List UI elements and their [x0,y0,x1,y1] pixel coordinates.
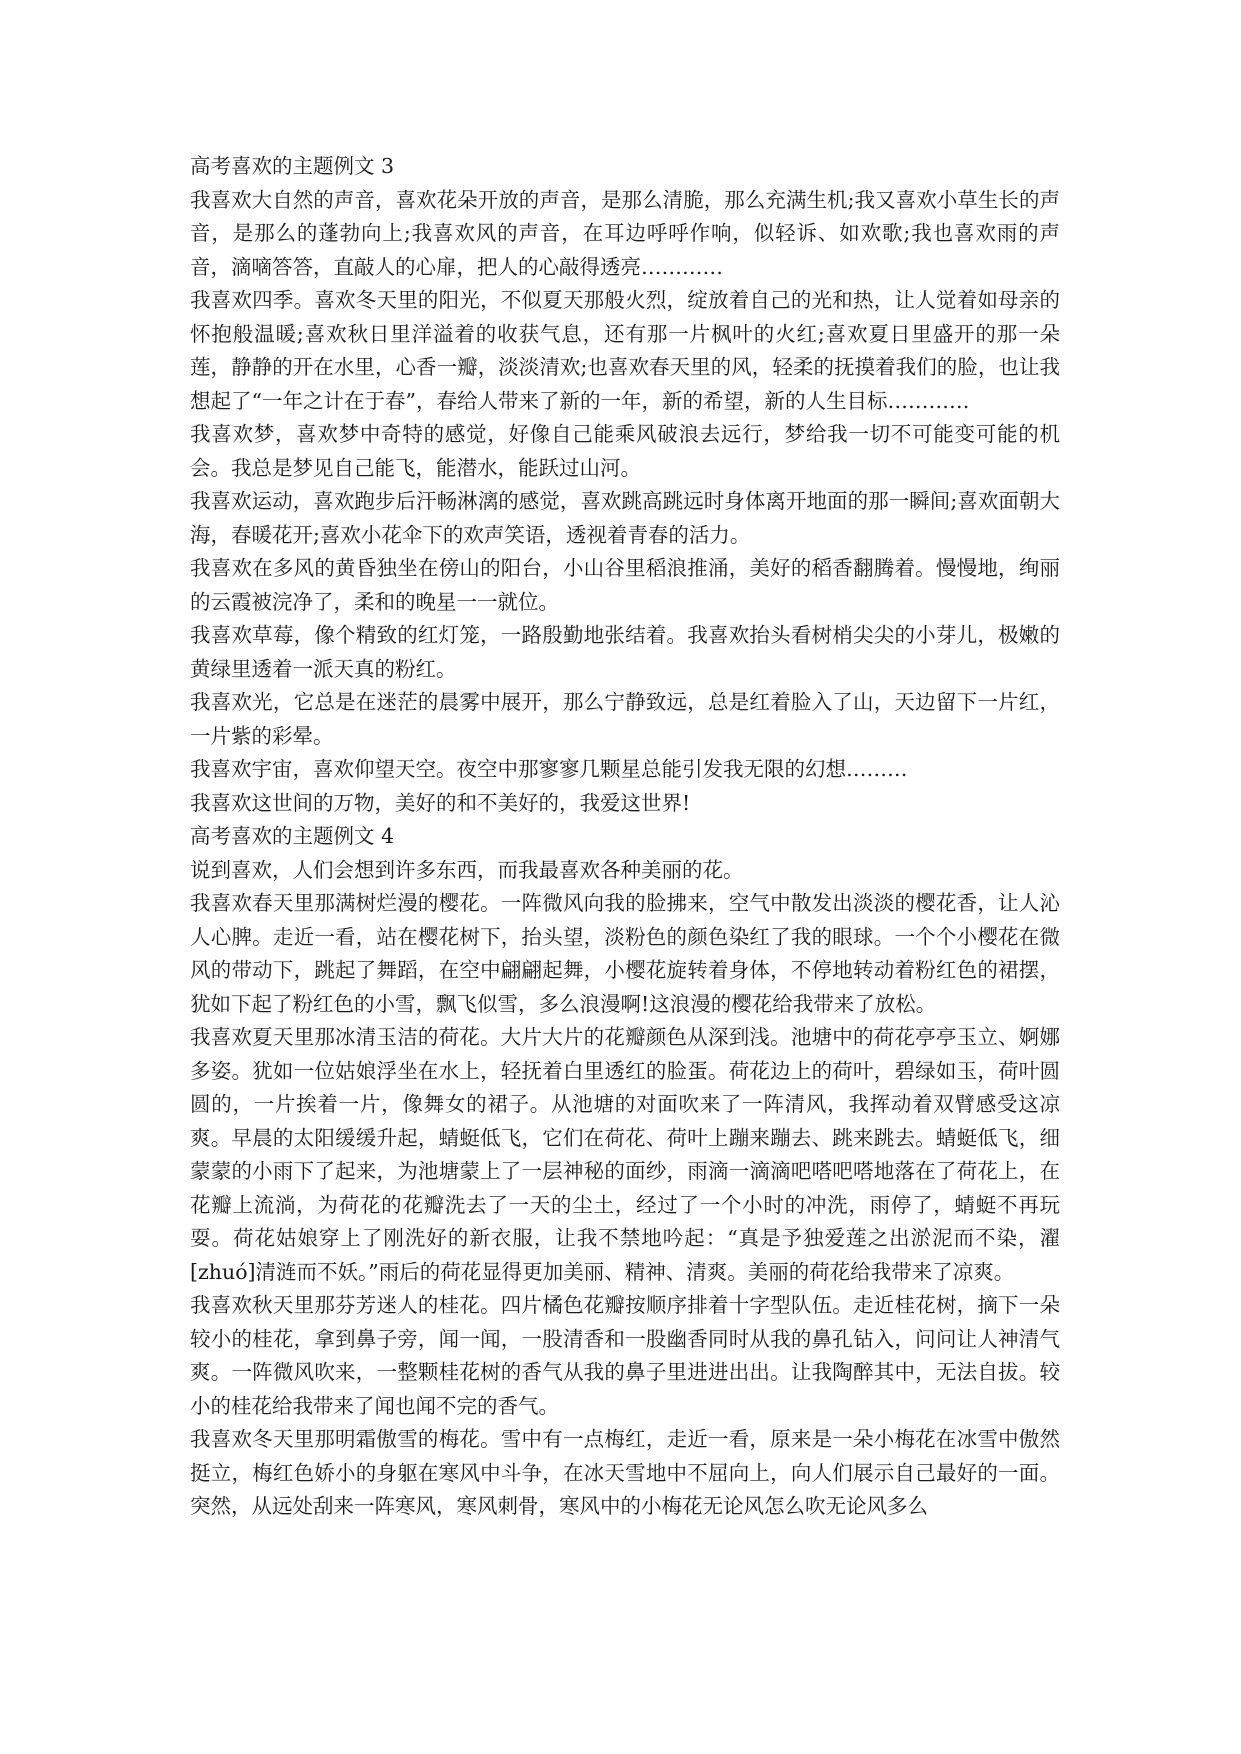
paragraph: 我喜欢光，它总是在迷茫的晨雾中展开，那么宁静致远，总是红着脸入了山，天边留下一片红，一片紫的彩晕。 [190,690,1060,748]
paragraph: 我喜欢冬天里那明霜傲雪的梅花。雪中有一点梅红，走近一看，原来是一朵小梅花在冰雪中傲然挺立，梅红色娇小的身躯在寒风中斗争，在冰天雪地中不屈向上，向人们展示自己最好的一面。突然，从远处刮来一阵寒风，寒风刺骨，寒风中的小梅花无论风怎么吹无论风多么 [190,1427,1060,1518]
document-body [190,150,1060,1524]
paragraph: 我喜欢春天里那满树烂漫的樱花。一阵微风向我的脸拂来，空气中散发出淡淡的樱花香，让人沁人心脾。走近一看，站在樱花树下，抬头望，淡粉色的颜色染红了我的眼球。一个个小樱花在微风的带动下，跳起了舞蹈，在空中翩翩起舞，小樱花旋转着身体，不停地转动着粉红色的裙摆，犹如下起了粉红色的小雪，飘飞似雪，多么浪漫啊!这浪漫的樱花给我带来了放松。 [190,891,1060,1016]
paragraph: 我喜欢运动，喜欢跑步后汗畅淋漓的感觉，喜欢跳高跳远时身体离开地面的那一瞬间;喜欢面朝大海，春暖花开;喜欢小花伞下的欢声笑语，透视着青春的活力。 [190,489,1060,547]
section-heading: 高考喜欢的主题例文 4 [190,824,395,848]
paragraph: 我喜欢梦，喜欢梦中奇特的感觉，好像自己能乘风破浪去远行，梦给我一切不可能变可能的机会。我总是梦见自己能飞，能潜水，能跃过山河。 [190,422,1060,480]
paragraph: 我喜欢草莓，像个精致的红灯笼，一路殷勤地张结着。我喜欢抬头看树梢尖尖的小芽儿，极嫩的黄绿里透着一派天真的粉红。 [190,623,1060,681]
paragraph: 我喜欢秋天里那芬芳迷人的桂花。四片橘色花瓣按顺序排着十字型队伍。走近桂花树，摘下一朵较小的桂花，拿到鼻子旁，闻一闻，一股清香和一股幽香同时从我的鼻孔钻入，问问让人神清气爽。一阵微风吹来，一整颗桂花树的香气从我的鼻子里进进出出。让我陶醉其中，无法自拔。较小的桂花给我带来了闻也闻不完的香气。 [190,1293,1060,1418]
paragraph: 我喜欢宇宙，喜欢仰望天空。夜空中那寥寥几颗星总能引发我无限的幻想……… [190,757,908,781]
paragraph: 我喜欢夏天里那冰清玉洁的荷花。大片大片的花瓣颜色从深到浅。池塘中的荷花亭亭玉立、婀娜多姿。犹如一位姑娘浮坐在水上，轻抚着白里透红的脸蛋。荷花边上的荷叶，碧绿如玉，荷叶圆圆的，一片挨着一片，像舞女的裙子。从池塘的对面吹来了一阵清风，我挥动着双臂感受这凉爽。早晨的太阳缓缓升起，蜻蜓低飞，它们在荷花、荷叶上蹦来蹦去、跳来跳去。蜻蜓低飞，细蒙蒙的小雨下了起来，为池塘蒙上了一层神秘的面纱，雨滴一滴滴吧嗒吧嗒地落在了荷花上，在花瓣上流淌，为荷花的花瓣洗去了一天的尘土，经过了一个小时的冲洗，雨停了，蜻蜓不再玩耍。荷花姑娘穿上了刚洗好的新衣服，让我不禁地吟起：“真是予独爱莲之出淤泥而不染，濯[zhuó]清涟而不妖。”雨后的荷花显得更加美丽、精神、清爽。美丽的荷花给我带来了凉爽。 [190,1025,1060,1284]
paragraph: 我喜欢大自然的声音，喜欢花朵开放的声音，是那么清脆，那么充满生机;我又喜欢小草生长的声音，是那么的蓬勃向上;我喜欢风的声音，在耳边呼呼作响，似轻诉、如欢歌;我也喜欢雨的声音，滴嘀答答，直敲人的心扉，把人的心敲得透亮………… [190,187,1060,279]
section-heading: 高考喜欢的主题例文 3 [190,154,395,178]
paragraph: 我喜欢四季。喜欢冬天里的阳光，不似夏天那般火烈，绽放着自己的光和热，让人觉着如母亲的怀抱般温暖;喜欢秋日里洋溢着的收获气息，还有那一片枫叶的火红;喜欢夏日里盛开的那一朵莲，静静的开在水里，心香一瓣，淡淡清欢;也喜欢春天里的风，轻柔的抚摸着我们的脸，也让我想起了“一年之计在于春”，春给人带来了新的一年，新的希望，新的人生目标………… [190,288,1060,413]
paragraph: 说到喜欢，人们会想到许多东西，而我最喜欢各种美丽的花。 [190,857,744,882]
paragraph: 我喜欢在多风的黄昏独坐在傍山的阳台，小山谷里稻浪推涌，美好的稻香翻腾着。慢慢地，绚丽的云霞被浣净了，柔和的晚星一一就位。 [190,556,1060,614]
paragraph: 我喜欢这世间的万物，美好的和不美好的，我爱这世界! [190,790,691,815]
